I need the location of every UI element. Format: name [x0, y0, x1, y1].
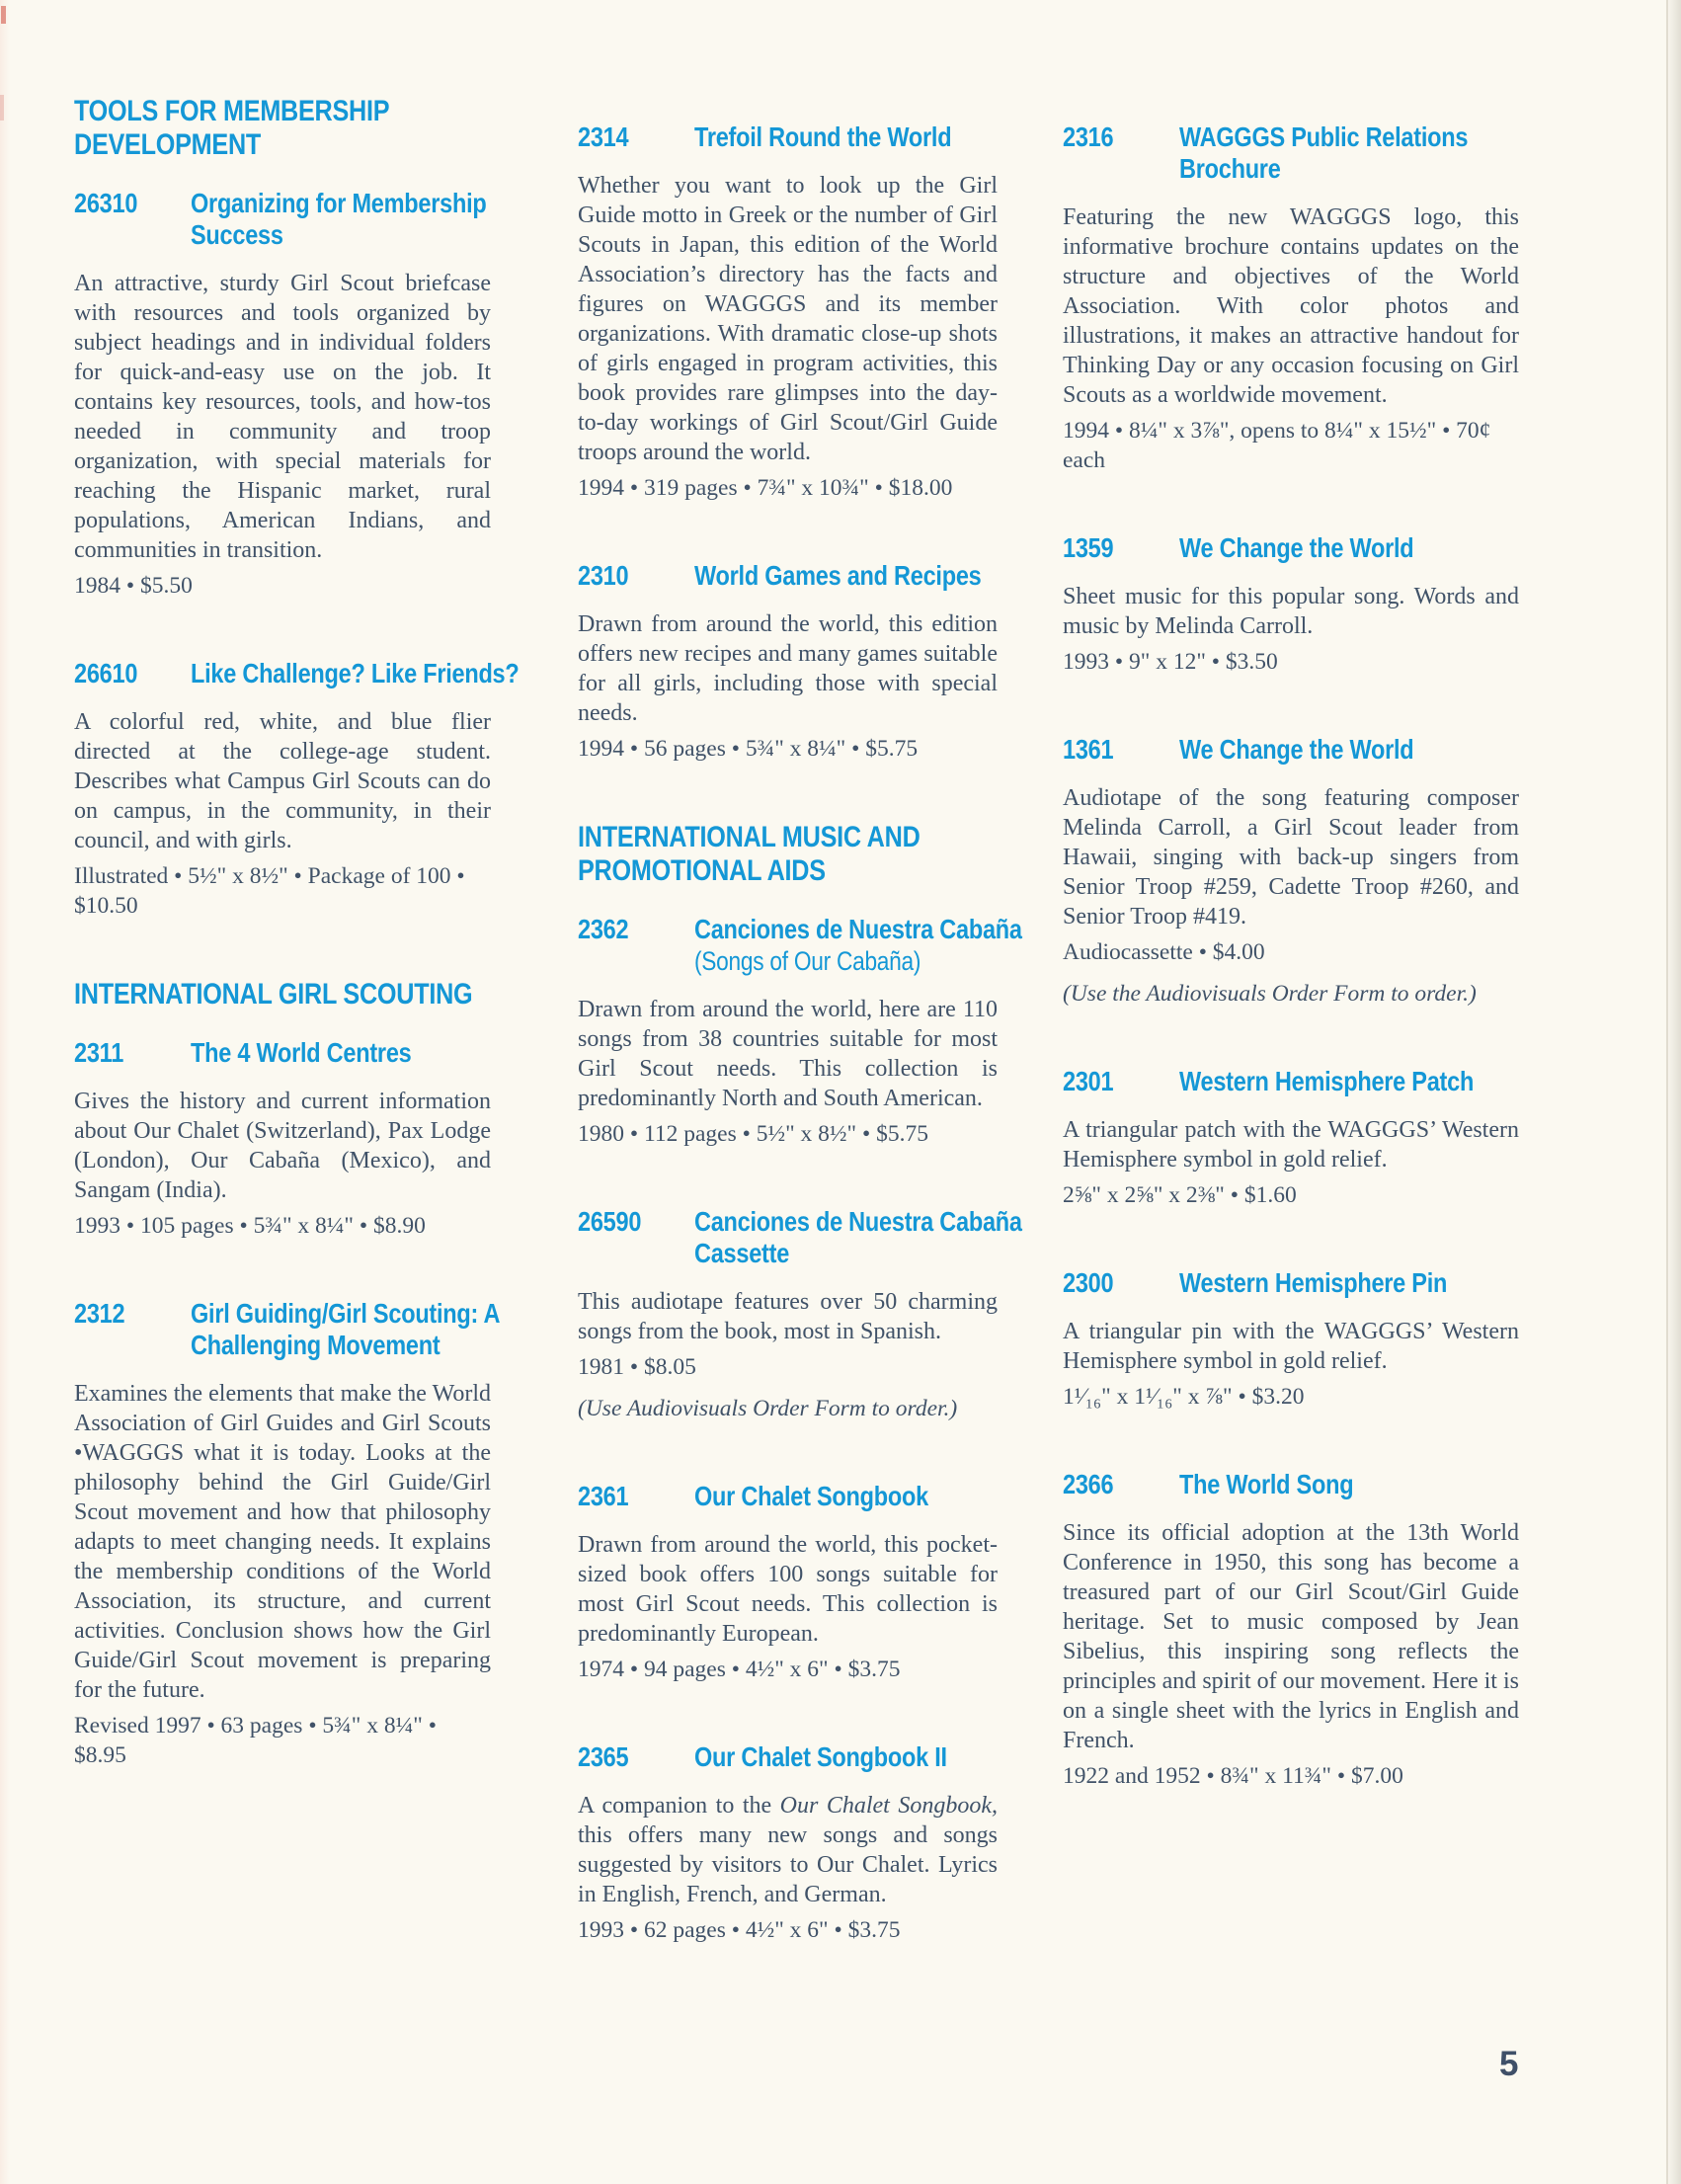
item-heading: [578, 560, 998, 592]
item-title-line: Canciones de Nuestra Cabaña: [694, 914, 1022, 944]
body-text-run: Our Chalet Songbook,: [779, 1793, 999, 1819]
item-heading: [1063, 1267, 1519, 1299]
item-title-block: [694, 121, 1001, 153]
item-subtitle: [694, 945, 1022, 977]
item-title: [191, 1298, 500, 1361]
body-text-run: Drawn from around the world, this edition offers new recipes and many games suitable for all girls, including those with special needs.: [578, 611, 998, 726]
section-heading-line: INTERNATIONAL MUSIC AND: [578, 821, 921, 853]
item-title-block: [1179, 1267, 1498, 1299]
item-title: [694, 121, 951, 153]
item-description: [578, 1287, 998, 1346]
item-description: [1063, 783, 1519, 931]
item-heading: [74, 1037, 491, 1069]
body-text-run: Gives the history and current information about Our Chalet (Switzerland), Pax Lodge (London), Our Cabaña (Mexico), and Sangam (India).: [74, 1089, 491, 1203]
item-code: 26590: [578, 1206, 642, 1237]
catalog-item-2301: [1063, 1066, 1519, 1210]
item-title: [694, 914, 1022, 945]
item-title-line: We Change the World: [1179, 734, 1414, 765]
scan-edge-artifact: [1, 6, 6, 24]
item-code: 2361: [578, 1481, 629, 1511]
item-description: [74, 269, 491, 565]
item-title: [694, 1206, 1022, 1269]
section-heading-line: TOOLS FOR MEMBERSHIP: [74, 95, 390, 127]
section-heading: [74, 95, 424, 162]
item-code: 26610: [74, 658, 138, 688]
item-details: 1994 • 56 pages • 5¾" x 8¼" • $5.75: [578, 736, 919, 762]
item-title-line: Trefoil Round the World: [694, 121, 952, 152]
item-code: 26310: [74, 188, 138, 218]
item-title: [191, 1037, 411, 1069]
catalog-item-2316: [1063, 121, 1519, 475]
item-details: 1993 • 9" x 12" • $3.50: [1063, 649, 1278, 675]
catalog-item-2311: [74, 1037, 491, 1241]
item-details: Illustrated • 5½" x 8½" • Package of 100 • $10.50: [74, 863, 465, 919]
item-title-block: [1179, 121, 1523, 185]
item-description: [1063, 1317, 1519, 1376]
catalog-item-2300: [1063, 1267, 1519, 1412]
body-text-run: A triangular patch with the WAGGGS’ Western Hemisphere symbol in gold relief.: [1063, 1117, 1519, 1173]
item-subtitle-line: (Songs of Our Cabaña): [694, 946, 921, 976]
item-description: [578, 1530, 998, 1649]
item-title: [191, 188, 486, 251]
item-details: 1984 • $5.50: [74, 573, 193, 599]
body-text-run: Audiotape of the song featuring composer Melinda Carroll, a Girl Scout leader from Hawaii, singing with back-up singers from Senior Troop #259, Cadette Troop #260, and Senior Troop #419.: [1063, 785, 1519, 930]
item-description: [74, 1379, 491, 1705]
body-text-run: Examines the elements that make the World Association of Girl Guides and Girl Scouts •WAGGGS what it is today. Looks at the philosophy behind the Girl Guide/Girl Scout movement and how that philosophy adapts to meet changing needs. It explains the membership conditions of the World Association, its structure, and current activities. Conclusion shows how the Girl Guide/Girl Scout movement is preparing for the future.: [74, 1381, 491, 1703]
item-title-block: [694, 1481, 973, 1512]
item-title-line: Girl Guiding/Girl Scouting: A: [191, 1298, 501, 1329]
item-title-block: [1179, 1066, 1530, 1097]
item-details: 1¹⁄₁₆" x 1¹⁄₁₆" x ⅞" • $3.20: [1063, 1384, 1305, 1410]
catalog-item-26310: [74, 188, 491, 601]
item-heading: [578, 121, 998, 153]
item-description: [578, 609, 998, 728]
item-title-block: [694, 914, 1084, 977]
catalog-item-2361: [578, 1481, 998, 1684]
body-text-run: Whether you want to look up the Girl Guide motto in Greek or the number of Girl Scouts in Japan, this edition of the World Association’s directory has the facts and figures on WAGGGS and its member organizations. With dramatic close-up shots of girls engaged in program activities, this book provides rare glimpses into the day-to-day workings of Girl Scout/Girl Guide troops around the world.: [578, 173, 998, 465]
item-heading: [1063, 1469, 1519, 1500]
item-code: 2301: [1063, 1066, 1114, 1096]
page-number: 5: [1499, 2045, 1519, 2083]
item-title-block: [1179, 532, 1459, 564]
item-title-line: WAGGGS Public Relations: [1179, 121, 1469, 152]
section-heading-line: PROMOTIONAL AIDS: [578, 854, 826, 887]
item-description: [74, 1087, 491, 1205]
catalog-item-26610: [74, 658, 520, 921]
item-heading: [1063, 532, 1519, 564]
item-title-line: Our Chalet Songbook II: [694, 1741, 947, 1772]
item-code: 2311: [74, 1037, 124, 1068]
item-title-block: [191, 1037, 453, 1069]
body-text-run: An attractive, sturdy Girl Scout briefcase with resources and tools organized by subject headings and in individual folders for quick-and-easy use on the job. It contains key resources, tools, and how-tos needed in community and troop organization, with special materials for reaching the Hispanic market, rural populations, American Indians, and communities in transition.: [74, 271, 491, 563]
catalog-item-2365: [578, 1741, 998, 1945]
item-heading: [1063, 121, 1519, 185]
item-title: [191, 658, 520, 689]
item-title-line: Success: [191, 219, 283, 250]
item-code: 2365: [578, 1741, 629, 1772]
item-details: 1974 • 94 pages • 4½" x 6" • $3.75: [578, 1657, 901, 1682]
item-heading: [578, 1741, 998, 1773]
column-3: [1063, 95, 1519, 1848]
item-heading: [1063, 1066, 1519, 1097]
item-code: 1359: [1063, 532, 1114, 563]
body-text-run: Since its official adoption at the 13th World Conference in 1950, this song has become a treasured part of our Girl Scout/Girl Guide heritage. Set to music composed by Jean Sibelius, this inspiring song reflects the principles and spirit of our movement. Here it is on a single sheet with the lyrics in English and French.: [1063, 1520, 1519, 1753]
item-title-line: Challenging Movement: [191, 1330, 440, 1360]
item-details: 1993 • 62 pages • 4½" x 6" • $3.75: [578, 1917, 901, 1943]
item-heading: [578, 1481, 998, 1512]
item-description: [1063, 1115, 1519, 1174]
item-code: 2362: [578, 914, 629, 944]
body-text-run: Drawn from around the world, here are 110 songs from 38 countries suitable for most Girl Scout needs. This collection is predominantly North and South American.: [578, 997, 998, 1111]
item-heading: [74, 1298, 501, 1361]
section-heading-line: INTERNATIONAL GIRL SCOUTING: [74, 978, 473, 1011]
item-title-line: The 4 World Centres: [191, 1037, 412, 1068]
item-description: [578, 995, 998, 1113]
item-title-block: [694, 1206, 1084, 1269]
item-code: 2310: [578, 560, 629, 591]
item-order-note: (Use the Audiovisuals Order Form to order.): [1063, 981, 1477, 1007]
item-details: 2⅝" x 2⅝" x 2⅜" • $1.60: [1063, 1182, 1297, 1208]
catalog-item-2312: [74, 1298, 501, 1770]
body-text-run: This audiotape features over 50 charming songs from the book, most in Spanish.: [578, 1289, 998, 1344]
body-text-run: Featuring the new WAGGGS logo, this informative brochure contains updates on the structure and objectives of the World Association. With color photos and illustrations, it makes an attractive handout for Thinking Day or any occasion focusing on Girl Scouts as a worldwide movement.: [1063, 204, 1519, 408]
item-description: [578, 171, 998, 467]
item-title-block: [191, 1298, 559, 1361]
item-heading: [74, 188, 491, 251]
body-text-run: A triangular pin with the WAGGGS’ Western Hemisphere symbol in gold relief.: [1063, 1319, 1519, 1374]
item-title-block: [1179, 734, 1459, 766]
item-title-line: The World Song: [1179, 1469, 1354, 1499]
item-description: [1063, 582, 1519, 641]
item-details: Audiocassette • $4.00: [1063, 939, 1265, 965]
body-text-run: A colorful red, white, and blue flier directed at the college-age student. Describes what Campus Girl Scouts can do on campus, in the community, in their council, and with girls.: [74, 709, 491, 853]
catalog-item-1359: [1063, 532, 1519, 677]
item-title: [694, 560, 981, 592]
item-title-line: Organizing for Membership: [191, 188, 487, 218]
item-code: 2366: [1063, 1469, 1114, 1499]
item-code: 1361: [1063, 734, 1114, 765]
item-title-block: [191, 658, 582, 689]
item-title-line: Our Chalet Songbook: [694, 1481, 928, 1511]
item-details: Revised 1997 • 63 pages • 5¾" x 8¼" • $8.95: [74, 1713, 437, 1768]
item-title: [1179, 532, 1413, 564]
item-title-line: We Change the World: [1179, 532, 1414, 563]
item-title: [694, 1481, 928, 1512]
section-heading-line: DEVELOPMENT: [74, 128, 262, 161]
item-title: [1179, 121, 1468, 185]
item-heading: [1063, 734, 1519, 766]
item-code: 2316: [1063, 121, 1114, 152]
item-title-block: [1179, 1469, 1387, 1500]
item-title: [1179, 734, 1413, 766]
item-details: 1981 • $8.05: [578, 1354, 696, 1380]
item-code: 2300: [1063, 1267, 1114, 1298]
item-title-line: Like Challenge? Like Friends?: [191, 658, 520, 688]
item-title-line: Canciones de Nuestra Cabaña: [694, 1206, 1022, 1237]
item-heading: [578, 914, 1022, 977]
item-description: [578, 1791, 998, 1909]
catalog-item-2362: [578, 914, 1022, 1149]
column-2: [578, 95, 1022, 2002]
catalog-item-2366: [1063, 1469, 1519, 1791]
item-title: [694, 1741, 947, 1773]
item-title: [1179, 1267, 1447, 1299]
body-text-run: Sheet music for this popular song. Words and music by Melinda Carroll.: [1063, 584, 1519, 639]
body-text-run: this offers many new songs and songs suggested by visitors to Our Chalet. Lyrics in English, French, and German.: [578, 1822, 998, 1907]
item-title-line: World Games and Recipes: [694, 560, 982, 591]
catalog-item-2310: [578, 560, 998, 764]
item-title-line: Brochure: [1179, 153, 1281, 184]
scan-edge-artifact: [0, 95, 4, 121]
item-details: 1993 • 105 pages • 5¾" x 8¼" • $8.90: [74, 1213, 426, 1239]
body-text-run: A companion to the: [578, 1793, 780, 1819]
item-details: 1994 • 319 pages • 7¾" x 10¾" • $18.00: [578, 475, 953, 501]
item-code: 2314: [578, 121, 629, 152]
item-details: 1994 • 8¼" x 3⅞", opens to 8¼" x 15½" • 70¢ each: [1063, 418, 1491, 473]
scan-edge-artifact: [1665, 0, 1681, 2184]
column-1: [74, 95, 520, 1827]
scan-edge-artifact: [0, 0, 10, 2184]
section-heading: [578, 821, 930, 888]
item-description: [1063, 1518, 1519, 1755]
item-title-block: [694, 1741, 996, 1773]
item-title: [1179, 1066, 1474, 1097]
section-heading: [74, 978, 473, 1011]
item-title: [1179, 1469, 1353, 1500]
item-code: 2312: [74, 1298, 125, 1329]
item-details: 1922 and 1952 • 8¾" x 11¾" • $7.00: [1063, 1763, 1403, 1789]
item-order-note: (Use Audiovisuals Order Form to order.): [578, 1396, 958, 1421]
catalog-item-1361: [1063, 734, 1519, 1009]
item-title-block: [191, 188, 543, 251]
item-title-line: Western Hemisphere Pin: [1179, 1267, 1448, 1298]
catalog-item-2314: [578, 121, 998, 503]
item-description: [74, 707, 491, 855]
item-title-line: Cassette: [694, 1238, 790, 1268]
item-title-block: [694, 560, 1036, 592]
item-title-line: Western Hemisphere Patch: [1179, 1066, 1475, 1096]
body-text-run: Drawn from around the world, this pocket-sized book offers 100 songs suitable for most Girl Scout needs. This collection is predominantly European.: [578, 1532, 998, 1647]
item-heading: [74, 658, 520, 689]
item-details: 1980 • 112 pages • 5½" x 8½" • $5.75: [578, 1121, 929, 1147]
item-description: [1063, 202, 1519, 410]
item-heading: [578, 1206, 1022, 1269]
catalog-item-26590: [578, 1206, 1022, 1423]
